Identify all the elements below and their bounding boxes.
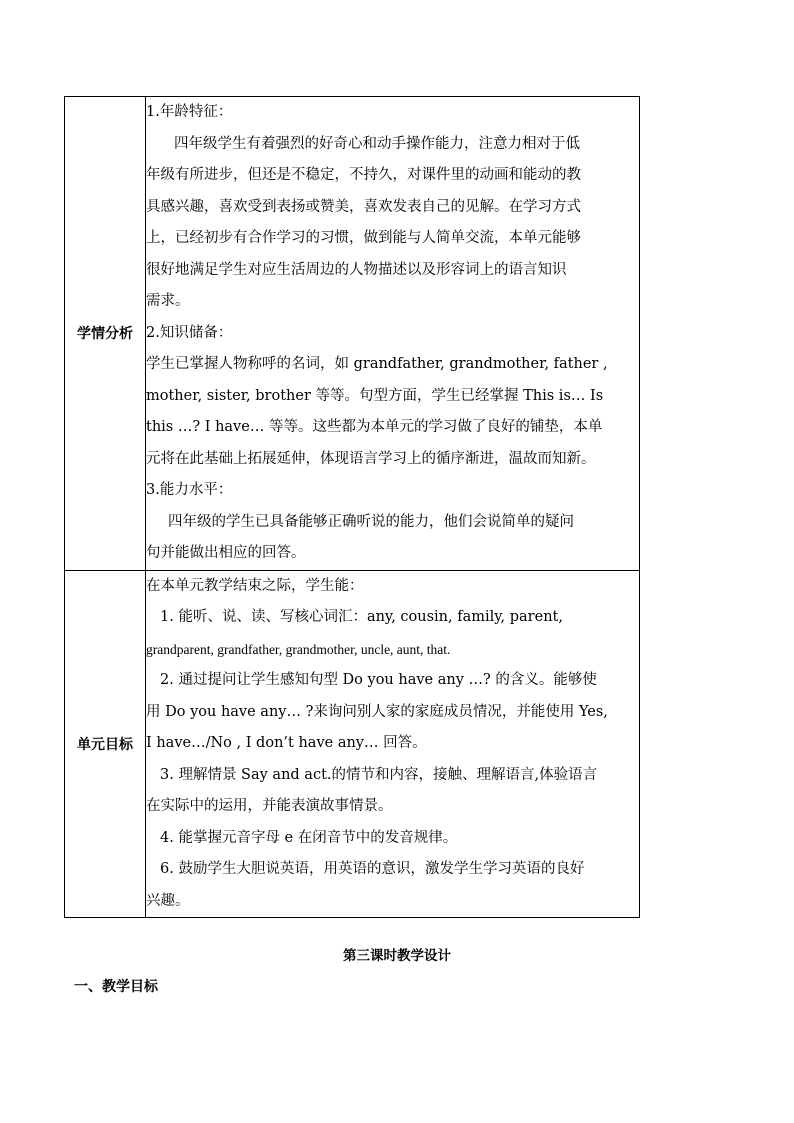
text-line: 四年级的学生已具备能够正确听说的能力，他们会说简单的疑问: [168, 513, 574, 530]
text-line: 句并能做出相应的回答。: [146, 545, 306, 561]
text-line: 学生已掌握人物称呼的名词，如 grandfather, grandmother, father ,: [146, 356, 608, 372]
learner-analysis-content: [146, 97, 640, 571]
text-line: 1.年龄特征：: [146, 104, 233, 120]
text-line: 需求。: [146, 293, 190, 309]
table-row-learner-analysis: [65, 97, 640, 571]
text-line: 年级有所进步，但还是不稳定，不持久，对课件里的动画和能动的教: [146, 167, 581, 183]
text-line: grandparent, grandfather, grandmother, uncle, aunt, that.: [146, 641, 451, 657]
text-line: 2. 通过提问让学生感知句型 Do you have any …? 的含义。能够使: [160, 672, 597, 688]
text-line: 3.能力水平：: [146, 482, 233, 498]
text-line: mother, sister, brother 等等。句型方面，学生已经掌握 This is… Is: [146, 387, 604, 404]
text-line: 兴趣。: [146, 892, 190, 909]
text-line: 4. 能掌握元音字母 e 在闭音节中的发音规律。: [160, 829, 458, 846]
row-label-learner-analysis: 学情分析: [65, 97, 146, 571]
unit-objectives-content: [146, 570, 640, 918]
text-line: I have…/No , I don’t have any… 回答。: [146, 735, 427, 751]
lesson-heading: 第三课时教学设计: [343, 948, 451, 964]
text-line: 在实际中的运用，并能表演故事情景。: [146, 798, 393, 814]
text-line: 2.知识储备：: [146, 324, 233, 341]
row-label-unit-objectives: 单元目标: [65, 570, 146, 918]
text-line: 上，已经初步有合作学习的习惯，做到能与人简单交流，本单元能够: [146, 230, 581, 246]
text-line: 3. 理解情景 Say and act.的情节和内容，接触、理解语言,体验语言: [160, 766, 598, 783]
text-line: this …? I have… 等等。这些都为本单元的学习做了良好的铺垫，本单: [146, 419, 603, 435]
text-line: 6. 鼓励学生大胆说英语，用英语的意识，激发学生学习英语的良好: [160, 861, 585, 877]
text-line: 具感兴趣，喜欢受到表扬或赞美，喜欢发表自己的见解。在学习方式: [146, 198, 581, 215]
text-line: 用 Do you have any… ?来询问别人家的家庭成员情况，并能使用 Yes,: [146, 703, 608, 720]
table-row-unit-objectives: [65, 570, 640, 918]
text-line: 很好地满足学生对应生活周边的人物描述以及形容词上的语言知识: [146, 261, 567, 278]
text-line: 1. 能听、说、读、写核心词汇：any, cousin, family, parent,: [160, 609, 563, 625]
lesson-plan-table: [64, 96, 640, 918]
text-line: 在本单元教学结束之际，学生能：: [146, 577, 364, 594]
text-line: 四年级学生有着强烈的好奇心和动手操作能力，注意力相对于低: [174, 135, 580, 152]
section-title: 一、教学目标: [74, 979, 158, 995]
text-line: 元将在此基础上拓展延伸，体现语言学习上的循序渐进，温故而知新。: [146, 450, 596, 467]
